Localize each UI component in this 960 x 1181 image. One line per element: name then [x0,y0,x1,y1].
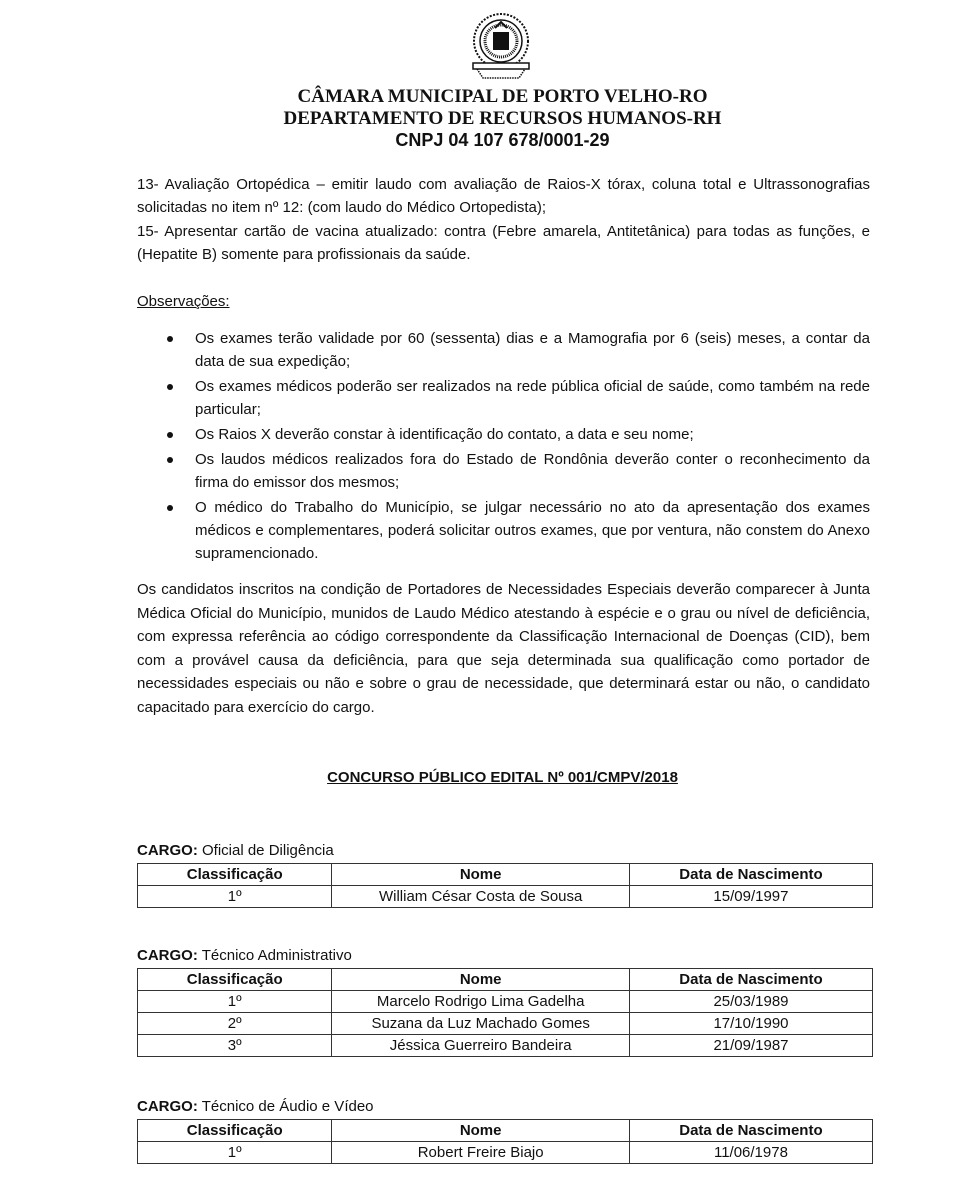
col-header-nome: Nome [332,969,630,991]
cell-data: 11/06/1978 [629,1142,872,1164]
observacao-item: Os exames terão validade por 60 (sessenta) dias e a Mamografia por 6 (seis) meses, a contar da data de sua expedição; [137,327,870,373]
cargo-label: CARGO: [137,947,198,964]
cargo-label: CARGO: [137,1098,198,1115]
observacao-item: Os exames médicos poderão ser realizados na rede pública oficial de saúde, como também na rede particular; [137,375,870,421]
observacao-item: Os laudos médicos realizados fora do Estado de Rondônia deverão conter o reconhecimento da firma do emissor dos mesmos; [137,448,870,494]
item-15-text: 15- Apresentar cartão de vacina atualizado: contra (Febre amarela, Antitetânica) para todas as funções, e (Hepatite B) somente para profissionais da saúde. [137,223,870,263]
municipal-seal-icon [463,8,539,80]
col-header-nome: Nome [332,864,630,886]
header-cnpj: CNPJ 04 107 678/0001-29 [395,130,610,150]
observacao-item: Os Raios X deverão constar à identificação do contato, a data e seu nome; [137,423,870,446]
col-header-nome: Nome [332,1120,630,1142]
cell-classificacao: 3º [138,1035,332,1057]
cargo-name: Técnico Administrativo [197,947,352,964]
table-row [138,886,873,908]
edital-title: CONCURSO PÚBLICO EDITAL Nº 001/CMPV/2018 [327,769,678,786]
col-header-classificacao: Classificação [138,1120,332,1142]
cell-data: 21/09/1987 [629,1035,872,1057]
results-table-tecnico-administrativo [137,968,873,1057]
bullet-icon [167,457,173,463]
results-table-oficial-diligencia [137,863,873,908]
bullet-icon [167,336,173,342]
bullet-icon [167,384,173,390]
cell-classificacao: 1º [138,991,332,1013]
col-header-classificacao: Classificação [138,864,332,886]
table-header-row [138,1120,873,1142]
item-13-text: 13- Avaliação Ortopédica – emitir laudo com avaliação de Raios-X tórax, coluna total e Ultrassonografias solicitadas no item nº 12: (com laudo do Médico Ortopedista); [137,176,870,216]
cargo-name: Oficial de Diligência [197,842,334,859]
observacao-item: O médico do Trabalho do Município, se julgar necessário no ato da apresentação dos exames médicos e complementares, poderá solicitar outros exames, que por ventura, não constem do Anexo supramencionado. [137,496,870,565]
header-department: DEPARTAMENTO DE RECURSOS HUMANOS-RH [283,108,722,129]
cell-data: 15/09/1997 [629,886,872,908]
table-row [138,1142,873,1164]
cell-data: 17/10/1990 [629,1013,872,1035]
cell-data: 25/03/1989 [629,991,872,1013]
cargo-name: Técnico de Áudio e Vídeo [197,1098,374,1115]
header-institution-name: CÂMARA MUNICIPAL DE PORTO VELHO-RO [297,86,708,107]
cell-nome: Marcelo Rodrigo Lima Gadelha [332,991,630,1013]
cell-classificacao: 1º [138,886,332,908]
results-table-tecnico-audio-video [137,1119,873,1164]
cargo-heading-tecnico-administrativo [137,944,352,967]
cell-classificacao: 1º [138,1142,332,1164]
pne-paragraph: Os candidatos inscritos na condição de Portadores de Necessidades Especiais deverão comparecer à Junta Médica Oficial do Município, munidos de Laudo Médico atestando à espécie e o grau ou nível de deficiência, com expressa referência ao código correspondente da Classificação Internacional de Doenças (CID), bem com a provável causa da deficiência, para que seja determinada sua qualificação como portador de necessidades especiais ou não e sobre o grau de necessidade, que determinará estar ou não, o candidato capacitado para exercício do cargo. [137,581,870,716]
cell-classificacao: 2º [138,1013,332,1035]
bullet-icon [167,432,173,438]
col-header-data-nascimento: Data de Nascimento [629,969,872,991]
col-header-data-nascimento: Data de Nascimento [629,1120,872,1142]
cell-nome: Jéssica Guerreiro Bandeira [332,1035,630,1057]
table-row [138,1013,873,1035]
observacoes-list [137,327,870,567]
col-header-classificacao: Classificação [138,969,332,991]
cell-nome: Suzana da Luz Machado Gomes [332,1013,630,1035]
table-header-row [138,864,873,886]
observacoes-heading: Observações: [137,293,230,310]
cargo-label: CARGO: [137,842,198,859]
cargo-heading-oficial-diligencia [137,839,334,862]
col-header-data-nascimento: Data de Nascimento [629,864,872,886]
bullet-icon [167,505,173,511]
cell-nome: William César Costa de Sousa [332,886,630,908]
table-row [138,991,873,1013]
cargo-heading-tecnico-audio-video [137,1095,374,1118]
table-row [138,1035,873,1057]
table-header-row [138,969,873,991]
cell-nome: Robert Freire Biajo [332,1142,630,1164]
